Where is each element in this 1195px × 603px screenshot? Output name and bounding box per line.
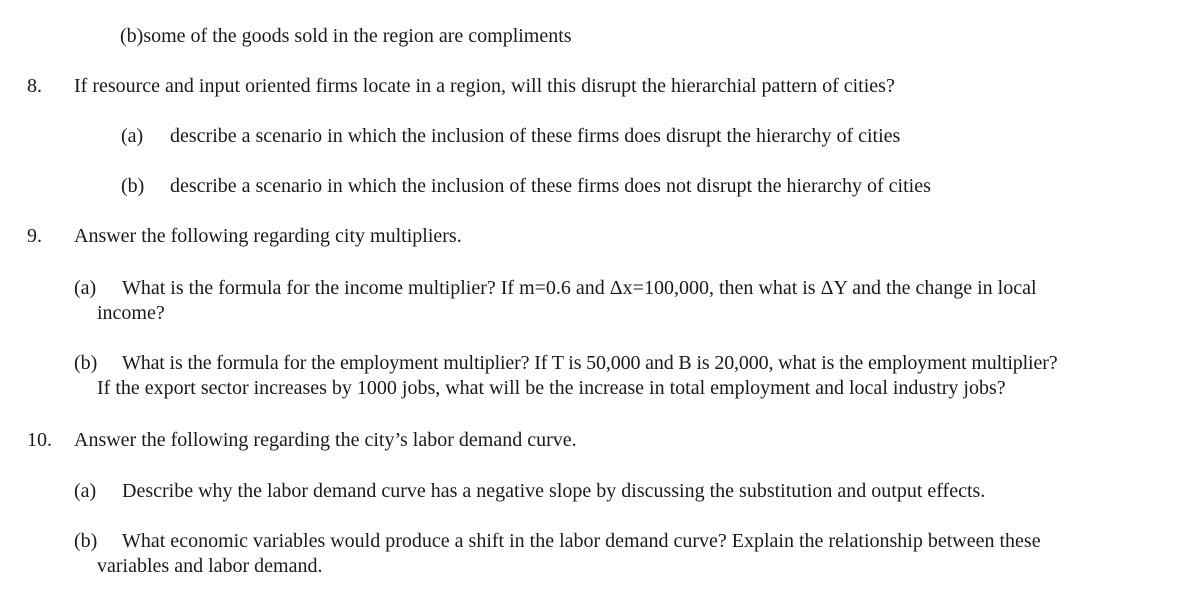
subitem-text-10b-line2: variables and labor demand. bbox=[97, 555, 323, 577]
subitem-text-9b-line2: If the export sector increases by 1000 jobs, what will be the increase in total employment and local industry jobs? bbox=[97, 377, 1006, 399]
question-number-8: 8. bbox=[27, 75, 42, 97]
subitem-label: (b) bbox=[120, 25, 144, 47]
subitem-text-10b-line1: What economic variables would produce a shift in the labor demand curve? Explain the relationship between these bbox=[122, 530, 1041, 552]
subitem-text-8a: describe a scenario in which the inclusion of these firms does disrupt the hierarchy of cities bbox=[170, 125, 901, 147]
subitem-text-9a-line2: income? bbox=[97, 302, 165, 324]
subitem-label-9a: (a) bbox=[74, 277, 97, 299]
subitem-label-8b: (b) bbox=[121, 175, 145, 197]
question-number-10: 10. bbox=[27, 429, 52, 451]
subitem-text-8b: describe a scenario in which the inclusion of these firms does not disrupt the hierarchy of cities bbox=[170, 175, 931, 197]
question-text-9: Answer the following regarding city multipliers. bbox=[74, 225, 462, 247]
subitem-text-10a: Describe why the labor demand curve has a negative slope by discussing the substitution and output effects. bbox=[122, 480, 986, 502]
subitem-label-9b: (b) bbox=[74, 352, 98, 374]
subitem-text: some of the goods sold in the region are compliments bbox=[143, 25, 572, 47]
subitem-text-9b-line1: What is the formula for the employment multiplier? If T is 50,000 and B is 20,000, what is the employment multiplier? bbox=[122, 352, 1058, 374]
subitem-text-9a-line1: What is the formula for the income multiplier? If m=0.6 and Δx=100,000, then what is ΔY and the change in local bbox=[122, 277, 1037, 299]
subitem-label-10b: (b) bbox=[74, 530, 98, 552]
subitem-label-8a: (a) bbox=[121, 125, 144, 147]
question-text-8: If resource and input oriented firms locate in a region, will this disrupt the hierarchial pattern of cities? bbox=[74, 75, 895, 97]
question-number-9: 9. bbox=[27, 225, 42, 247]
subitem-label-10a: (a) bbox=[74, 480, 97, 502]
question-text-10: Answer the following regarding the city’s labor demand curve. bbox=[74, 429, 577, 451]
subitem-prev-b bbox=[120, 24, 572, 49]
